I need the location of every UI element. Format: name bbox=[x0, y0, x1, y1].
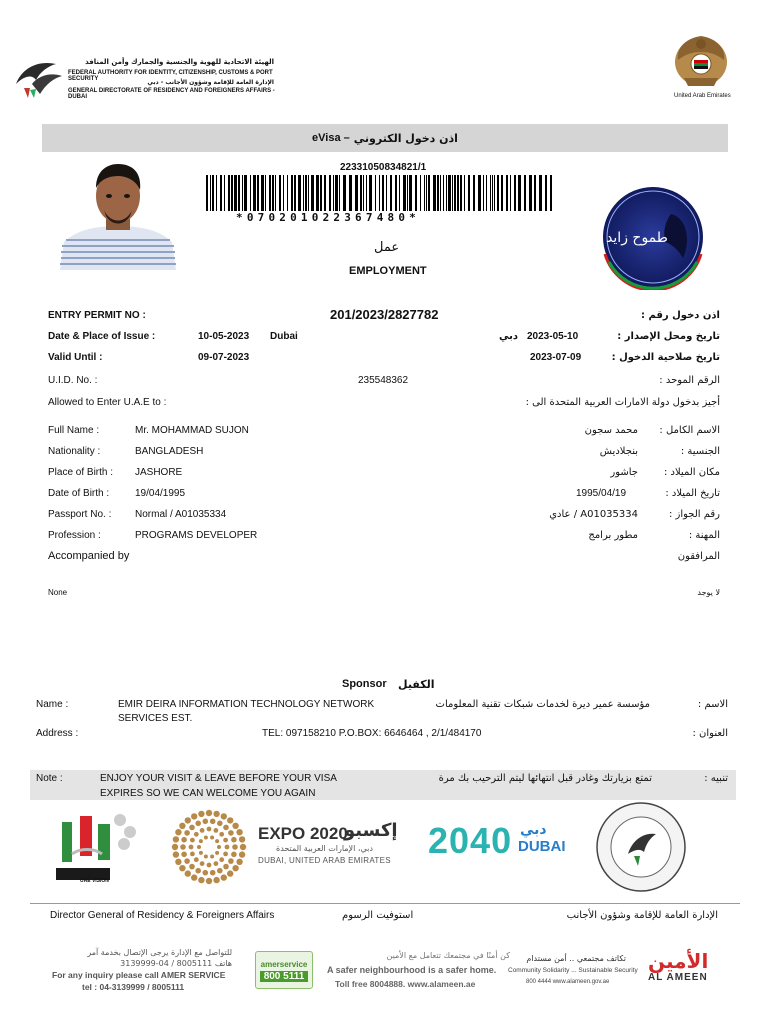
expo-ring-dot bbox=[184, 830, 190, 836]
barcode-bar bbox=[426, 175, 427, 211]
barcode-bar bbox=[294, 175, 296, 211]
barcode-bar bbox=[242, 175, 243, 211]
barcode-digits: *070201022367480* bbox=[236, 211, 420, 224]
barcode-bar bbox=[349, 175, 352, 211]
expo-ring-dot bbox=[206, 810, 212, 816]
expo-ring-dot bbox=[203, 819, 209, 825]
expo-ring-dot bbox=[232, 865, 238, 871]
sponsor-name-line2: SERVICES EST. bbox=[118, 713, 193, 724]
expo-ring-dot bbox=[213, 877, 219, 883]
expo-ring-dot bbox=[179, 865, 185, 871]
barcode-bar bbox=[490, 175, 491, 211]
barcode-bar bbox=[308, 175, 309, 211]
uae-emblem-icon bbox=[670, 30, 732, 92]
barcode-bar bbox=[428, 175, 430, 211]
amer-phone-ar: هاتف 8005111 / 04-3139999 bbox=[120, 959, 232, 968]
valid-label-en: Valid Until : bbox=[48, 352, 103, 363]
expo-ring-dot bbox=[236, 859, 242, 865]
expo-ring-dot bbox=[179, 823, 185, 829]
barcode-bar bbox=[468, 175, 470, 211]
expo-ring-dot bbox=[200, 828, 205, 833]
barcode-bar bbox=[316, 175, 319, 211]
fullname-value-en: Mr. MOHAMMAD SUJON bbox=[135, 425, 249, 436]
barcode-bar bbox=[454, 175, 456, 211]
valid-date: 09-07-2023 bbox=[198, 352, 250, 363]
passport-label-ar: رقم الجواز : bbox=[668, 509, 720, 520]
expo-ring-dot bbox=[197, 845, 201, 849]
barcode-bar bbox=[265, 175, 266, 211]
expo-ring-dot bbox=[189, 864, 195, 870]
barcode-bar bbox=[457, 175, 459, 211]
expo-ring-dot bbox=[199, 851, 203, 855]
uid-label-ar: الرقم الموحد : bbox=[659, 375, 720, 386]
expo-ring-dot bbox=[195, 868, 201, 874]
expo-ring-dot bbox=[194, 832, 199, 837]
directorate-footer-ar: الإدارة العامة للإقامة وشؤون الأجانب bbox=[566, 910, 718, 921]
sponsor-address-label-en: Address : bbox=[36, 728, 79, 739]
allowed-label-en: Allowed to Enter U.A.E to : bbox=[48, 397, 167, 408]
expo-ring-dot bbox=[173, 851, 179, 857]
allowed-label-ar: أجيز بدخول دولة الامارات العربية المتحدة الى : bbox=[525, 397, 720, 408]
barcode-bar bbox=[375, 175, 376, 211]
barcode-bar bbox=[448, 175, 451, 211]
expo-ring-dot bbox=[191, 874, 197, 880]
expo-sub-en: DUBAI, UNITED ARAB EMIRATES bbox=[258, 856, 391, 865]
barcode-image bbox=[206, 175, 556, 211]
expo-ring-dot bbox=[219, 857, 224, 862]
footer-divider bbox=[30, 903, 740, 904]
dubai-2040-ar: دبي bbox=[520, 822, 547, 838]
expo-ring-dot bbox=[215, 839, 219, 843]
barcode-bar bbox=[224, 175, 225, 211]
expo-ring-dot bbox=[223, 852, 228, 857]
evisa-title-bar bbox=[42, 124, 728, 152]
note-line1: ENJOY YOUR VISIT & LEAVE BEFORE YOUR VISA bbox=[100, 773, 337, 784]
dob-value-en: 19/04/1995 bbox=[135, 488, 186, 499]
barcode-bar bbox=[335, 175, 338, 211]
barcode-bar bbox=[390, 175, 392, 211]
dubai-2040-en: DUBAI bbox=[518, 838, 566, 855]
barcode-bar bbox=[386, 175, 387, 211]
barcode-bar bbox=[539, 175, 542, 211]
expo-sub-ar: دبي، الإمارات العربية المتحدة bbox=[276, 844, 373, 853]
fullname-label-en: Full Name : bbox=[48, 425, 100, 436]
expo-ring-dot bbox=[223, 838, 228, 843]
barcode-bar bbox=[460, 175, 462, 211]
note-label-en: Note : bbox=[36, 773, 63, 784]
expo-ring-dot bbox=[189, 825, 195, 831]
accompanied-label-en: Accompanied by bbox=[48, 550, 130, 562]
expo-ring-dot bbox=[198, 811, 204, 817]
expo-ring-dot bbox=[204, 836, 208, 840]
expo-ring-dot bbox=[190, 852, 195, 857]
barcode-bar bbox=[253, 175, 256, 211]
expo-ring-dot bbox=[191, 813, 197, 819]
amer-contact-en: For any inquiry please call AMER SERVICE bbox=[52, 970, 226, 980]
barcode-bar bbox=[210, 175, 211, 211]
issue-date-ar: 2023-05-10 bbox=[527, 331, 579, 342]
expo-ring-dot bbox=[194, 857, 199, 862]
barcode-bar bbox=[287, 175, 288, 211]
expo-ring-dot bbox=[217, 821, 223, 827]
amer-service-label: amerservice bbox=[260, 960, 308, 969]
uid-value: 235548362 bbox=[358, 375, 409, 386]
barcode-bar bbox=[212, 175, 214, 211]
barcode-bar bbox=[501, 175, 503, 211]
barcode-bar bbox=[269, 175, 271, 211]
barcode-bar bbox=[363, 175, 364, 211]
issue-label-en: Date & Place of Issue : bbox=[48, 331, 156, 342]
dob-label-en: Date of Birth : bbox=[48, 488, 110, 499]
barcode-bar bbox=[360, 175, 362, 211]
issue-place-ar: دبي bbox=[498, 331, 518, 342]
expo-ring-dot bbox=[181, 837, 187, 843]
nationality-label-en: Nationality : bbox=[48, 446, 101, 457]
barcode-bar bbox=[298, 175, 301, 211]
barcode-bar bbox=[220, 175, 222, 211]
sponsor-title-ar: الكفيل bbox=[398, 678, 435, 691]
expo-ring-dot bbox=[189, 845, 194, 850]
issue-date: 10-05-2023 bbox=[198, 331, 250, 342]
accompanied-value-ar: لا يوجد bbox=[697, 588, 720, 597]
expo-ring-dot bbox=[225, 845, 230, 850]
barcode-bar bbox=[514, 175, 516, 211]
sponsor-address: TEL: 097158210 P.O.BOX: 6646464 , 2/1/484170 bbox=[262, 728, 482, 739]
fullname-value-ar: محمد سجون bbox=[584, 425, 638, 436]
fees-paid-ar: استوفيت الرسوم bbox=[342, 910, 414, 921]
barcode-bar bbox=[409, 175, 412, 211]
barcode-bar bbox=[283, 175, 284, 211]
barcode-bar bbox=[437, 175, 439, 211]
uae-vision-caption: UAE VISION bbox=[80, 878, 109, 884]
title-en: eVisa – bbox=[312, 132, 350, 144]
barcode-bar bbox=[343, 175, 346, 211]
barcode-bar bbox=[452, 175, 453, 211]
birthplace-value-ar: جاشور bbox=[610, 467, 638, 478]
barcode-bar bbox=[355, 175, 358, 211]
barcode-bar bbox=[320, 175, 322, 211]
barcode-bar bbox=[238, 175, 240, 211]
barcode-bar bbox=[506, 175, 508, 211]
expo-ring-dot bbox=[217, 868, 223, 874]
barcode-bar bbox=[478, 175, 481, 211]
expo-ring-dot bbox=[239, 851, 245, 857]
dob-label-ar: تاريخ الميلاد : bbox=[665, 488, 720, 499]
expo-name-ar: إكسبو bbox=[344, 820, 398, 841]
barcode-bar bbox=[545, 175, 547, 211]
barcode-bar bbox=[524, 175, 526, 211]
amer-service-logo bbox=[255, 951, 313, 989]
expo-ring-dot bbox=[231, 837, 237, 843]
passport-value-en: Normal / A01035334 bbox=[135, 509, 227, 520]
barcode-bar bbox=[272, 175, 274, 211]
expo-ring-dot bbox=[175, 859, 181, 865]
profession-value-ar: مطور برامج bbox=[588, 530, 638, 541]
valid-label-ar: تاريخ صلاحية الدخول : bbox=[611, 352, 720, 363]
expo-ring-dot bbox=[175, 829, 181, 835]
expo-ring-dot bbox=[206, 878, 212, 884]
permit-label-ar: اذن دخول رقم : bbox=[641, 310, 720, 321]
expo-ring-dot bbox=[232, 823, 238, 829]
barcode-bar bbox=[279, 175, 281, 211]
expo-ring-dot bbox=[227, 817, 233, 823]
expo-ring-dot bbox=[221, 813, 227, 819]
barcode-bar bbox=[228, 175, 230, 211]
community-slogan-en: Community Solidarity ... Sustainable Security bbox=[508, 967, 638, 974]
directorate-name-ar: الإدارة العامة للإقامة وشؤون الأجانب - دبي bbox=[147, 79, 274, 86]
nationality-value-en: BANGLADESH bbox=[135, 446, 204, 457]
barcode-bar bbox=[339, 175, 340, 211]
barcode-bar bbox=[433, 175, 436, 211]
barcode-bar bbox=[291, 175, 293, 211]
barcode-bar bbox=[275, 175, 276, 211]
expo-ring-dot bbox=[181, 852, 187, 858]
zayed-ambition-seal-icon bbox=[591, 184, 715, 290]
accompanied-label-ar: المرافقون bbox=[677, 551, 720, 562]
birthplace-label-ar: مكان الميلاد : bbox=[663, 467, 720, 478]
barcode-bar bbox=[492, 175, 493, 211]
issue-label-ar: تاريخ ومحل الإصدار : bbox=[617, 331, 720, 342]
barcode-bar bbox=[446, 175, 447, 211]
barcode-bar bbox=[369, 175, 372, 211]
sponsor-title-en: Sponsor bbox=[342, 678, 387, 690]
permit-label-en: ENTRY PERMIT NO : bbox=[48, 310, 146, 321]
barcode-bar bbox=[529, 175, 532, 211]
valid-date-ar: 2023-07-09 bbox=[530, 352, 582, 363]
barcode-bar bbox=[324, 175, 326, 211]
sponsor-name-ar: مؤسسة عمير ديرة لخدمات شبكات تقنية المعلومات bbox=[435, 699, 650, 710]
alameen-tagline-ar: كن أمنًا في مجتمعك تتعامل مع الأمين bbox=[386, 951, 510, 960]
expo-ring-dot bbox=[219, 832, 224, 837]
barcode-bar bbox=[483, 175, 484, 211]
barcode-bar bbox=[440, 175, 441, 211]
note-label-ar: تنبيه : bbox=[704, 773, 728, 784]
barcode-bar bbox=[510, 175, 511, 211]
barcode-bar bbox=[494, 175, 495, 211]
emblem-caption: United Arab Emirates bbox=[674, 93, 731, 99]
sponsor-name-line1: EMIR DEIRA INFORMATION TECHNOLOGY NETWORK bbox=[118, 699, 375, 710]
barcode-bar bbox=[305, 175, 307, 211]
expo-ring-dot bbox=[200, 861, 205, 866]
alameen-logo-ar: الأمين bbox=[648, 949, 709, 973]
expo-name-en: EXPO 2020 bbox=[258, 824, 348, 843]
birthplace-value-en: JASHORE bbox=[135, 467, 183, 478]
expo-ring-dot bbox=[223, 825, 229, 831]
uid-label-en: U.I.D. No. : bbox=[48, 375, 98, 386]
barcode-bar bbox=[329, 175, 331, 211]
expo-ring-dot bbox=[239, 836, 245, 842]
barcode-bar bbox=[420, 175, 421, 211]
barcode-bar bbox=[518, 175, 521, 211]
expo-ring-dot bbox=[185, 870, 191, 876]
sponsor-name-label-ar: الاسم : bbox=[697, 699, 728, 710]
profession-value-en: PROGRAMS DEVELOPER bbox=[135, 530, 258, 541]
expo-ring-dot bbox=[236, 829, 242, 835]
alameen-logo-en: AL AMEEN bbox=[648, 972, 708, 983]
barcode-bar bbox=[234, 175, 237, 211]
passport-label-en: Passport No. : bbox=[48, 509, 112, 520]
expo-ring-dot bbox=[240, 844, 246, 850]
expo-ring-dot bbox=[215, 851, 219, 855]
expo-ring-dot bbox=[221, 874, 227, 880]
barcode-bar bbox=[333, 175, 334, 211]
barcode-bar bbox=[399, 175, 400, 211]
barcode-bar bbox=[407, 175, 408, 211]
expo-ring-dot bbox=[223, 864, 229, 870]
director-title-en: Director General of Residency & Foreigners Affairs bbox=[50, 910, 275, 921]
expo-ring-dot bbox=[210, 870, 216, 876]
barcode-bar bbox=[366, 175, 367, 211]
expo-ring-dot bbox=[204, 855, 208, 859]
barcode-bar bbox=[395, 175, 397, 211]
expo-ring-dot bbox=[213, 811, 219, 817]
barcode-bar bbox=[382, 175, 384, 211]
barcode-bar bbox=[534, 175, 536, 211]
expo-ring-dot bbox=[217, 845, 221, 849]
seal-text: طموح زايد bbox=[606, 230, 668, 246]
profession-label-en: Profession : bbox=[48, 530, 101, 541]
authority-name-ar: الهيئة الاتحادية للهوية والجنسية والجمارك وأمن المنافذ bbox=[85, 58, 274, 66]
expo-ring-dot bbox=[227, 870, 233, 876]
amer-contact-ar: للتواصل مع الإدارة يرجى الإتصال بخدمة آمر bbox=[87, 948, 232, 957]
barcode-bar bbox=[206, 175, 208, 211]
expo-ring-dot bbox=[185, 817, 191, 823]
barcode-bar bbox=[303, 175, 304, 211]
expo-ring-dot bbox=[228, 830, 234, 836]
authority-name-en: FEDERAL AUTHORITY FOR IDENTITY, CITIZENSHIP, CUSTOMS & PORT SECURITY bbox=[68, 70, 273, 82]
barcode-bar bbox=[261, 175, 264, 211]
dubai-2040-number: 2040 bbox=[428, 820, 513, 861]
community-slogan-ar: تكاتف مجتمعي .. أمن مستدام bbox=[526, 954, 626, 963]
expo-ring-dot bbox=[231, 852, 237, 858]
barcode-bar bbox=[550, 175, 552, 211]
barcode-bar bbox=[311, 175, 314, 211]
barcode-bar bbox=[216, 175, 217, 211]
expo-ring-dot bbox=[207, 827, 212, 832]
expo-ring-dot bbox=[210, 855, 214, 859]
barcode-bar bbox=[424, 175, 425, 211]
accompanied-value-en: None bbox=[48, 588, 68, 597]
expo-ring-dot bbox=[172, 844, 178, 850]
community-contacts: 800 4444 www.alameen.gov.ae bbox=[526, 979, 610, 985]
expo-ring-dot bbox=[210, 836, 214, 840]
note-line2: EXPIRES SO WE CAN WELCOME YOU AGAIN bbox=[100, 788, 316, 799]
amer-phone-en: tel : 04-3139999 / 8005111 bbox=[82, 982, 185, 992]
purpose-ar: عمل bbox=[374, 240, 400, 255]
barcode-bar bbox=[244, 175, 247, 211]
expo-ring-dot bbox=[228, 858, 234, 864]
barcode-bar bbox=[250, 175, 251, 211]
issue-place: Dubai bbox=[270, 331, 298, 342]
applicant-photo bbox=[56, 160, 180, 270]
barcode-bar bbox=[415, 175, 417, 211]
expo-ring-dot bbox=[190, 838, 195, 843]
sponsor-name-label-en: Name : bbox=[36, 699, 69, 710]
expo-ring-dot bbox=[214, 828, 219, 833]
fullname-label-ar: الاسم الكامل : bbox=[659, 425, 720, 436]
gdrfa-seal-icon bbox=[594, 800, 688, 894]
alameen-logo bbox=[648, 950, 740, 992]
sponsor-address-label-ar: العنوان : bbox=[692, 728, 728, 739]
directorate-name-en: GENERAL DIRECTORATE OF RESIDENCY AND FOREIGNERS AFFAIRS - DUBAI bbox=[68, 88, 275, 100]
barcode-bar bbox=[257, 175, 259, 211]
expo-ring-dot bbox=[203, 870, 209, 876]
expo-ring-dot bbox=[214, 861, 219, 866]
expo-ring-dot bbox=[232, 844, 238, 850]
expo-ring-dot bbox=[173, 836, 179, 842]
alameen-toll-free: Toll free 8004888. www.alameen.ae bbox=[335, 979, 476, 989]
expo-ring-dot bbox=[199, 839, 203, 843]
icp-logo-icon bbox=[10, 54, 66, 100]
expo-ring-dot bbox=[195, 821, 201, 827]
expo-ring-dot bbox=[198, 877, 204, 883]
barcode-bar bbox=[464, 175, 465, 211]
barcode-bar bbox=[443, 175, 444, 211]
barcode-bar bbox=[231, 175, 233, 211]
permit-number: 201/2023/2827782 bbox=[330, 307, 439, 322]
barcode-bar bbox=[486, 175, 487, 211]
barcode-bar bbox=[379, 175, 380, 211]
expo-ring-dot bbox=[180, 844, 186, 850]
barcode-number: 22331050834821/1 bbox=[340, 162, 427, 173]
expo-2020-ring-icon bbox=[170, 808, 248, 886]
profession-label-ar: المهنة : bbox=[688, 530, 720, 541]
nationality-label-ar: الجنسية : bbox=[680, 446, 720, 457]
alameen-tagline-en: A safer neighbourhood is a safer home. bbox=[327, 965, 497, 975]
title-ar: اذن دخول الكتروني bbox=[353, 131, 458, 145]
amer-service-number: 800 5111 bbox=[260, 971, 308, 982]
barcode-bar bbox=[473, 175, 475, 211]
purpose-en: EMPLOYMENT bbox=[349, 265, 427, 277]
note-text-ar: تمتع بزيارتك وغادر قبل انتهائها ليتم الترحيب بك مرة bbox=[438, 773, 652, 784]
expo-ring-dot bbox=[210, 819, 216, 825]
barcode-bar bbox=[497, 175, 499, 211]
barcode-bar bbox=[403, 175, 406, 211]
nationality-value-ar: بنجلاديش bbox=[599, 446, 638, 457]
expo-ring-dot bbox=[207, 863, 212, 868]
uae-vision-logo-icon bbox=[50, 806, 146, 888]
expo-ring-dot bbox=[184, 858, 190, 864]
dob-value-ar: 1995/04/19 bbox=[576, 488, 627, 499]
passport-value-ar: A01035334 / عادي bbox=[549, 509, 638, 520]
birthplace-label-en: Place of Birth : bbox=[48, 467, 114, 478]
